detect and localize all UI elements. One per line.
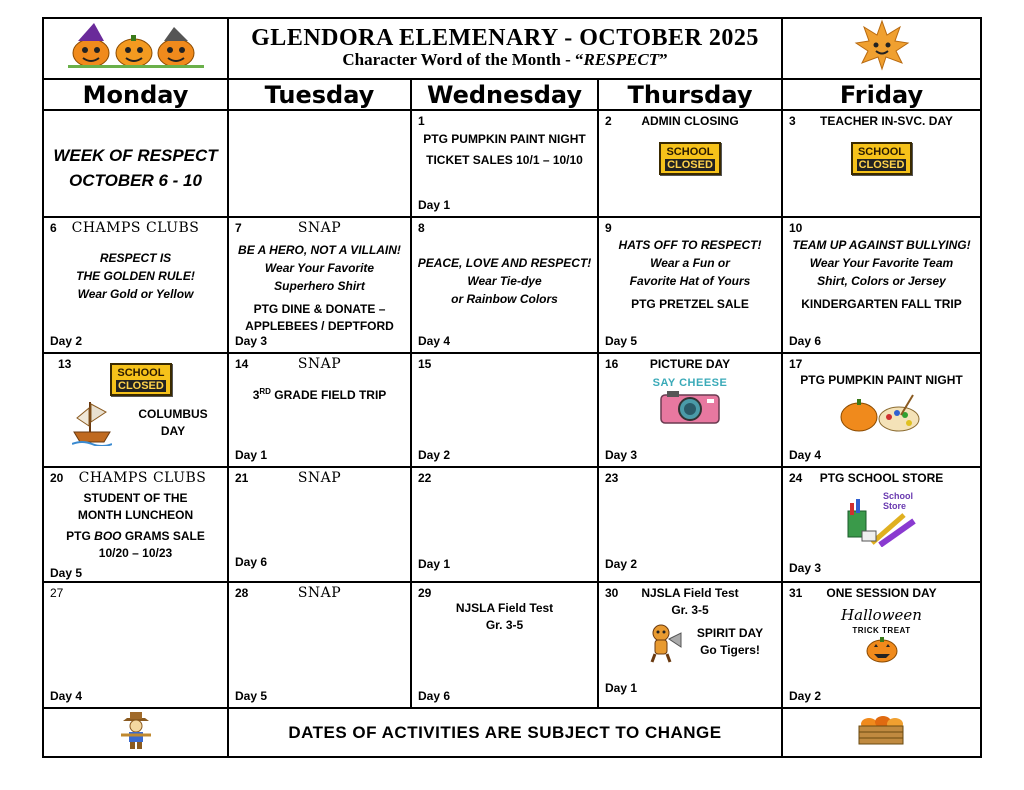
date-number: 31 (789, 586, 803, 600)
grade-suffix: RD (259, 387, 271, 396)
event-title: PTG PUMPKIN PAINT NIGHT (800, 373, 963, 387)
dayname-monday: Monday (43, 79, 228, 110)
calendar-cell-oct6 (43, 217, 228, 353)
tiger-mascot-icon (647, 623, 683, 663)
school-closed-sign-icon (110, 363, 172, 396)
rotation-day: Day 4 (418, 334, 451, 348)
say-cheese-text: SAY CHEESE (652, 377, 728, 389)
sign-bottom: CLOSED (667, 159, 713, 171)
harvest-crate-icon (855, 712, 909, 748)
event-title: PICTURE DAY (649, 357, 731, 371)
trick-treat-art-text: TRICK TREAT (852, 626, 911, 635)
event-text: SPIRIT DAY (696, 626, 764, 640)
date-number: 15 (418, 357, 432, 371)
jack-o-lantern-icon (865, 635, 899, 663)
event-text: APPLEBEES / DEPTFORD (245, 319, 394, 333)
school-closed-sign-icon (659, 142, 721, 175)
header-left-art (43, 18, 228, 79)
date-number: 6 (50, 221, 57, 235)
date-number: 13 (58, 357, 72, 371)
event-text: or Rainbow Colors (451, 292, 558, 306)
rotation-day: Day 3 (789, 561, 822, 575)
empty-cell (228, 110, 411, 217)
rotation-day: Day 2 (418, 448, 451, 462)
date-number: 22 (418, 471, 432, 485)
event-text: HATS OFF TO RESPECT! (618, 238, 762, 252)
calendar-cell-oct22 (411, 467, 598, 582)
date-number: 1 (418, 114, 425, 128)
event-text: PTG DINE & DONATE – (253, 302, 386, 316)
date-number: 10 (789, 221, 803, 235)
sign-top: SCHOOL (117, 367, 165, 379)
subtitle-suffix: ” (659, 50, 668, 69)
event-title: PTG SCHOOL STORE (819, 471, 944, 485)
pumpkins-icon (66, 23, 206, 69)
school-closed-sign-icon (851, 142, 913, 175)
date-number: 29 (418, 586, 432, 600)
calendar-cell-oct21 (228, 467, 411, 582)
event-text-part: BOO (94, 529, 122, 543)
event-text: Wear Your Favorite Team (809, 256, 954, 270)
event-text: TEAM UP AGAINST BULLYING! (792, 238, 971, 252)
event-text: STUDENT OF THE (83, 491, 188, 505)
date-number: 3 (789, 114, 796, 128)
autumn-leaf-icon (854, 19, 910, 73)
subtitle-word: RESPECT (583, 50, 660, 69)
rotation-day: Day 3 (235, 334, 268, 348)
rotation-day: Day 1 (418, 198, 451, 212)
event-text: NJSLA Field Test (455, 601, 554, 615)
date-number: 21 (235, 471, 249, 485)
calendar-cell-oct9 (598, 217, 782, 353)
rotation-day: Day 1 (605, 681, 638, 695)
event-text: Wear a Fun or (650, 256, 730, 270)
rotation-day: Day 3 (605, 448, 638, 462)
calendar-cell-oct23 (598, 467, 782, 582)
event-text: Shirt, Colors or Jersey (817, 274, 946, 288)
event-text: DAY (160, 424, 186, 438)
event-text: Gr. 3-5 (485, 618, 524, 632)
date-number: 17 (789, 357, 803, 371)
event-text-part: GRAMS SALE (121, 529, 205, 543)
event-text: Wear Tie-dye (467, 274, 542, 288)
calendar-cell-oct28 (228, 582, 411, 708)
week-banner-line1: WEEK OF RESPECT (53, 145, 218, 165)
calendar-cell-oct13 (43, 353, 228, 467)
rotation-day: Day 5 (50, 566, 83, 580)
event-text (44, 528, 227, 545)
rotation-day: Day 6 (789, 334, 822, 348)
camera-icon (659, 389, 721, 425)
school-store-art-text: School (883, 491, 914, 501)
header-right-art (782, 18, 981, 79)
scarecrow-icon (119, 710, 153, 750)
date-number: 24 (789, 471, 803, 485)
calendar-cell-oct1 (411, 110, 598, 217)
sign-top: SCHOOL (857, 146, 906, 158)
ship-icon (72, 398, 112, 446)
event-text: GRADE FIELD TRIP (270, 388, 387, 402)
calendar-cell-oct29 (411, 582, 598, 708)
page-subtitle (229, 50, 781, 70)
event-text: Gr. 3-5 (671, 603, 709, 617)
event-text: MONTH LUNCHEON (77, 508, 194, 522)
event-text (229, 383, 410, 404)
event-text: Favorite Hat of Yours (629, 274, 751, 288)
event-title: TEACHER IN-SVC. DAY (820, 114, 953, 128)
sign-bottom: CLOSED (858, 159, 905, 171)
calendar-cell-oct27 (43, 582, 228, 708)
date-number: 16 (605, 357, 619, 371)
calendar-cell-oct2 (598, 110, 782, 217)
footer-right-art (782, 708, 981, 757)
event-text: 10/20 – 10/23 (98, 546, 173, 560)
event-text: Superhero Shirt (274, 279, 365, 293)
school-store-art-text: Store (883, 501, 907, 511)
event-text: THE GOLDEN RULE! (76, 269, 195, 283)
dayname-wednesday: Wednesday (411, 79, 598, 110)
calendar-cell-oct15 (411, 353, 598, 467)
event-title: SNAP (297, 585, 342, 601)
date-number: 20 (50, 471, 64, 485)
date-number: 27 (50, 586, 64, 600)
rotation-day: Day 2 (605, 557, 638, 571)
event-title: ADMIN CLOSING (641, 114, 739, 128)
rotation-day: Day 6 (418, 689, 451, 703)
event-text: BE A HERO, NOT A VILLAIN! (238, 243, 401, 257)
rotation-day: Day 2 (50, 334, 83, 348)
calendar-cell-oct14 (228, 353, 411, 467)
event-text: RESPECT IS (99, 251, 172, 265)
event-title: SNAP (297, 356, 342, 372)
event-title: ONE SESSION DAY (826, 586, 937, 600)
rotation-day: Day 2 (789, 689, 822, 703)
event-text: Wear Your Favorite (264, 261, 375, 275)
footer-left-art (43, 708, 228, 757)
pumpkin-paint-icon (839, 393, 925, 433)
week-banner-line2: OCTOBER 6 - 10 (69, 170, 202, 190)
rotation-day: Day 6 (235, 555, 268, 569)
week-banner-cell (43, 110, 228, 217)
event-title: CHAMPS CLUBS (78, 470, 207, 486)
date-number: 23 (605, 471, 619, 485)
calendar-cell-oct24 (782, 467, 981, 582)
sign-top: SCHOOL (666, 146, 714, 158)
camera-icon (599, 377, 781, 430)
disclaimer: DATES OF ACTIVITIES ARE SUBJECT TO CHANGE (228, 708, 782, 757)
rotation-day: Day 5 (605, 334, 638, 348)
event-text: KINDERGARTEN FALL TRIP (801, 297, 962, 311)
event-text: COLUMBUS (138, 407, 208, 421)
subtitle-prefix: Character Word of the Month - “ (342, 50, 584, 69)
event-text: PEACE, LOVE AND RESPECT! (417, 256, 592, 270)
event-text: PTG PUMPKIN PAINT NIGHT (423, 132, 586, 146)
calendar-cell-oct17 (782, 353, 981, 467)
calendar-cell-oct31 (782, 582, 981, 708)
date-number: 7 (235, 221, 242, 235)
sign-bottom: CLOSED (118, 380, 164, 392)
event-text: PTG PRETZEL SALE (631, 297, 749, 311)
event-text: NJSLA Field Test (641, 586, 739, 600)
grade-number: 3 (252, 388, 260, 402)
dayname-thursday: Thursday (598, 79, 782, 110)
date-number: 2 (605, 114, 612, 128)
event-text: Go Tigers! (700, 643, 760, 657)
event-text: Wear Gold or Yellow (77, 287, 194, 301)
calendar-header (228, 18, 782, 79)
calendar-cell-oct7 (228, 217, 411, 353)
calendar-cell-oct16 (598, 353, 782, 467)
date-number: 30 (605, 586, 619, 600)
calendar-cell-oct8 (411, 217, 598, 353)
rotation-day: Day 1 (418, 557, 451, 571)
date-number: 28 (235, 586, 249, 600)
calendar-cell-oct30 (598, 582, 782, 708)
event-title: SNAP (297, 220, 342, 236)
calendar-cell-oct20 (43, 467, 228, 582)
event-text: TICKET SALES 10/1 – 10/10 (426, 153, 583, 167)
rotation-day: Day 5 (235, 689, 268, 703)
event-title: SNAP (297, 470, 342, 486)
rotation-day: Day 4 (789, 448, 822, 462)
calendar-cell-oct3 (782, 110, 981, 217)
event-text-part: PTG (66, 529, 95, 543)
date-number: 9 (605, 221, 612, 235)
dayname-tuesday: Tuesday (228, 79, 411, 110)
calendar-grid (42, 17, 982, 758)
rotation-day: Day 4 (50, 689, 83, 703)
date-number: 8 (418, 221, 425, 235)
event-title: CHAMPS CLUBS (71, 220, 200, 236)
dayname-friday: Friday (782, 79, 981, 110)
date-number: 14 (235, 357, 249, 371)
calendar-cell-oct10 (782, 217, 981, 353)
page-title: GLENDORA ELEMENARY - OCTOBER 2025 (251, 25, 759, 51)
halloween-art-text: Halloween (841, 606, 922, 624)
rotation-day: Day 1 (235, 448, 268, 462)
